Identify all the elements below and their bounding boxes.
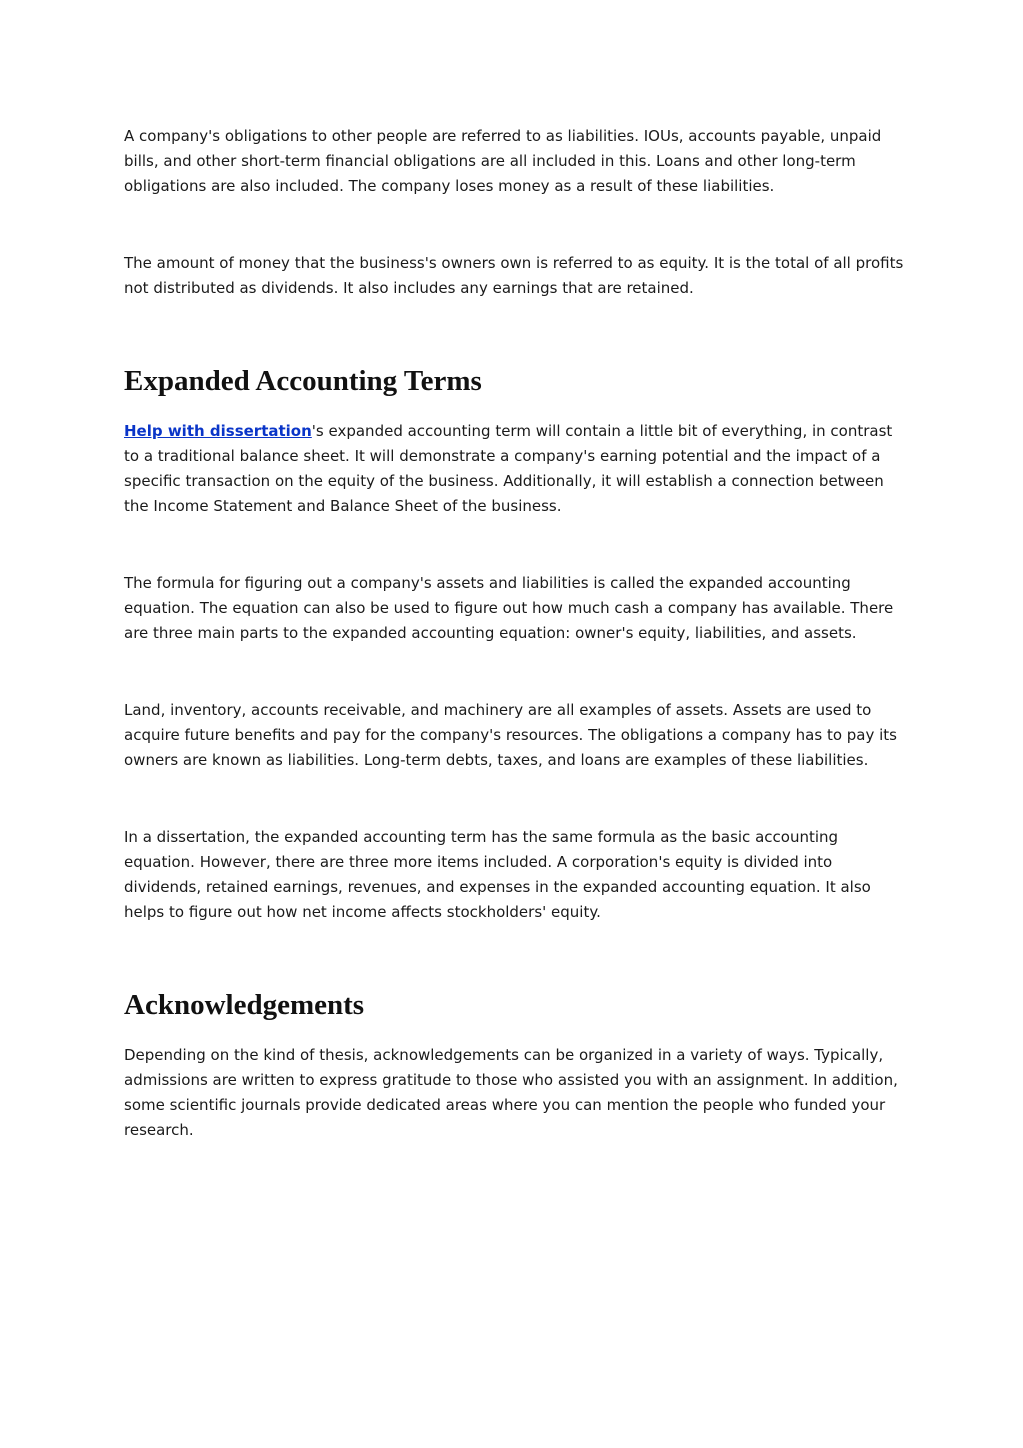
heading-spacer (124, 1023, 904, 1043)
paragraph-expanded-intro (124, 419, 904, 519)
paragraph-spacer (124, 773, 904, 825)
paragraph-spacer (124, 646, 904, 698)
paragraph-dissertation-equation: In a dissertation, the expanded accounting term has the same formula as the basic accounting equation. However, there are three more items included. A corporation's equity is divided into dividends, retained earnings, revenues, and expenses in the expanded accounting equation. It also helps to figure out how net income affects stockholders' equity. (124, 828, 871, 921)
paragraph-equity: The amount of money that the business's owners own is referred to as equity. It is the total of all profits not distributed as dividends. It also includes any earnings that are retained. (124, 254, 904, 297)
help-with-dissertation-link[interactable]: Help with dissertation (124, 422, 312, 440)
document-body (124, 124, 904, 1143)
paragraph-spacer (124, 519, 904, 571)
paragraph-spacer (124, 199, 904, 251)
paragraph-assets: Land, inventory, accounts receivable, and machinery are all examples of assets. Assets are used to acquire future benefits and pay for the company's resources. The obligations a company has to pay its owners are known as liabilities. Long-term debts, taxes, and loans are examples of these liabilities. (124, 701, 897, 769)
heading-expanded-accounting-terms: Expanded Accounting Terms (124, 365, 482, 397)
paragraph-liabilities: A company's obligations to other people are referred to as liabilities. IOUs, accounts payable, unpaid bills, and other short-term financial obligations are all included in this. Loans and other long-term obligations are also included. The company loses money as a result of these liabilities. (124, 127, 882, 195)
paragraph-expanded-intro-text: 's expanded accounting term will contain a little bit of everything, in contrast to a traditional balance sheet. It will demonstrate a company's earning potential and the impact of a specific transaction on the equity of the business. Additionally, it will establish a connection between the Income Statement and Balance Sheet of the business. (124, 422, 893, 515)
section-spacer (124, 925, 904, 987)
heading-spacer (124, 399, 904, 419)
heading-acknowledgements: Acknowledgements (124, 989, 365, 1021)
paragraph-acknowledgements: Depending on the kind of thesis, acknowledgements can be organized in a variety of ways. Typically, admissions are written to express gratitude to those who assisted you with an assignment. In addition, some scientific journals provide dedicated areas where you can mention the people who funded your research. (124, 1046, 898, 1139)
section-spacer (124, 301, 904, 363)
paragraph-expanded-formula: The formula for figuring out a company's assets and liabilities is called the expanded accounting equation. The equation can also be used to figure out how much cash a company has available. There are three main parts to the expanded accounting equation: owner's equity, liabilities, and assets. (124, 574, 894, 642)
